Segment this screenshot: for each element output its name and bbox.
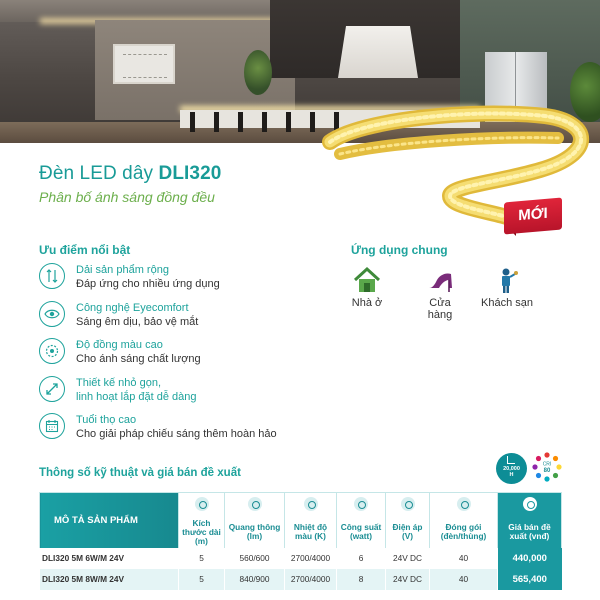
application-item: [481, 266, 533, 309]
feature-title: Công nghệ Eyecomfort: [76, 301, 189, 314]
thermometer-icon: [304, 497, 318, 511]
power-icon: [354, 497, 368, 511]
long-life-icon: [39, 413, 65, 439]
application-item: [351, 266, 383, 309]
color-consistency-icon: [39, 338, 65, 364]
table-row: [40, 548, 562, 569]
feature-item: [39, 338, 339, 376]
dollar-icon: [523, 497, 537, 511]
feature-item: [39, 376, 339, 414]
cri-badge: [531, 452, 563, 484]
cell-flux: 840/900: [225, 569, 285, 590]
feature-title: Dải sản phẩm rộng: [76, 264, 169, 276]
plug-icon: [401, 497, 415, 511]
high-heel-icon: [425, 266, 455, 294]
box-icon: [457, 497, 471, 511]
clock-icon: [507, 456, 515, 464]
light-burst-icon: [248, 497, 262, 511]
new-badge: [504, 200, 562, 240]
cri-label: CRI: [542, 461, 552, 468]
col-cct: Nhiệt độ màu (K): [285, 517, 337, 548]
lifetime-hours: 20,000: [503, 466, 520, 472]
eye-comfort-icon: [39, 301, 65, 327]
feature-desc: Cho ánh sáng chất lượng: [76, 353, 201, 365]
col-flux: Quang thông (lm): [225, 517, 285, 548]
product-title: [39, 163, 221, 185]
compact-design-icon: [39, 376, 65, 402]
feature-desc: Cho giải pháp chiếu sáng thêm hoàn hảo: [76, 428, 277, 440]
application-list: [351, 266, 561, 321]
cell-voltage: 24V DC: [386, 548, 430, 569]
cell-pack: 40: [430, 548, 498, 569]
feature-desc: Đáp ứng cho nhiều ứng dụng: [76, 278, 220, 290]
feature-item: [39, 413, 339, 451]
table-row: [40, 569, 562, 590]
hero-kitchen-photo: [0, 0, 600, 143]
cell-name: DLI320 5M 8W/M 24V: [40, 569, 179, 590]
feature-title-line2: linh hoạt lắp đặt dễ dàng: [76, 390, 197, 403]
product-title-prefix: Đèn LED dây: [39, 163, 154, 184]
cell-flux: 560/600: [225, 548, 285, 569]
col-product: MÔ TẢ SẢN PHẨM: [40, 493, 179, 548]
col-pack: Đóng gói (đèn/thùng): [430, 517, 498, 548]
product-subtitle: Phân bố ánh sáng đồng đều: [39, 189, 215, 205]
applications-heading: Ứng dụng chung: [351, 243, 448, 257]
range-hood: [338, 26, 418, 78]
feature-item: [39, 263, 339, 301]
lifetime-unit: H: [509, 472, 514, 478]
feature-list: [39, 263, 339, 451]
cell-voltage: 24V DC: [386, 569, 430, 590]
feature-item: [39, 301, 339, 339]
spec-table: [39, 492, 562, 590]
cell-size: 5: [179, 548, 225, 569]
wide-range-icon: [39, 263, 65, 289]
cri-value: 80: [543, 468, 551, 474]
features-heading: Ưu điểm nổi bật: [39, 243, 131, 257]
application-label: Cửa hàng: [427, 297, 453, 321]
feature-title: Tuổi thọ cao: [76, 414, 137, 426]
wall-art: [113, 44, 175, 84]
col-price: Giá bán đề xuất (vnđ): [498, 517, 562, 548]
spec-heading: Thông số kỹ thuật và giá bán đề xuất: [39, 467, 241, 479]
spec-header-icons: [40, 493, 562, 517]
lifetime-badge: [496, 453, 527, 484]
new-badge-label: MỚI: [518, 204, 548, 225]
application-item: [417, 266, 463, 321]
cell-name: DLI320 5M 6W/M 24V: [40, 548, 179, 569]
cell-cct: 2700/4000: [285, 569, 337, 590]
cell-size: 5: [179, 569, 225, 590]
col-power: Công suất (watt): [337, 517, 386, 548]
cell-pack: 40: [430, 569, 498, 590]
cell-cct: 2700/4000: [285, 548, 337, 569]
product-model: DLI320: [158, 163, 222, 184]
feature-title: Độ đồng màu cao: [76, 339, 163, 351]
cell-power: 6: [337, 548, 386, 569]
house-icon: [352, 266, 382, 294]
col-voltage: Điện áp (V): [386, 517, 430, 548]
cell-price: 565,400: [498, 569, 562, 590]
feature-desc: Sáng êm dịu, bảo vệ mắt: [76, 315, 199, 328]
application-label: Nhà ở: [351, 297, 383, 309]
feature-title: Thiết kế nhỏ gọn,: [76, 376, 162, 389]
cell-power: 8: [337, 569, 386, 590]
application-label: Khách sạn: [481, 297, 533, 309]
cell-price: 440,000: [498, 548, 562, 569]
ruler-icon: [195, 497, 209, 511]
col-size: Kích thước dài (m): [179, 517, 225, 548]
bellboy-icon: [492, 266, 522, 294]
